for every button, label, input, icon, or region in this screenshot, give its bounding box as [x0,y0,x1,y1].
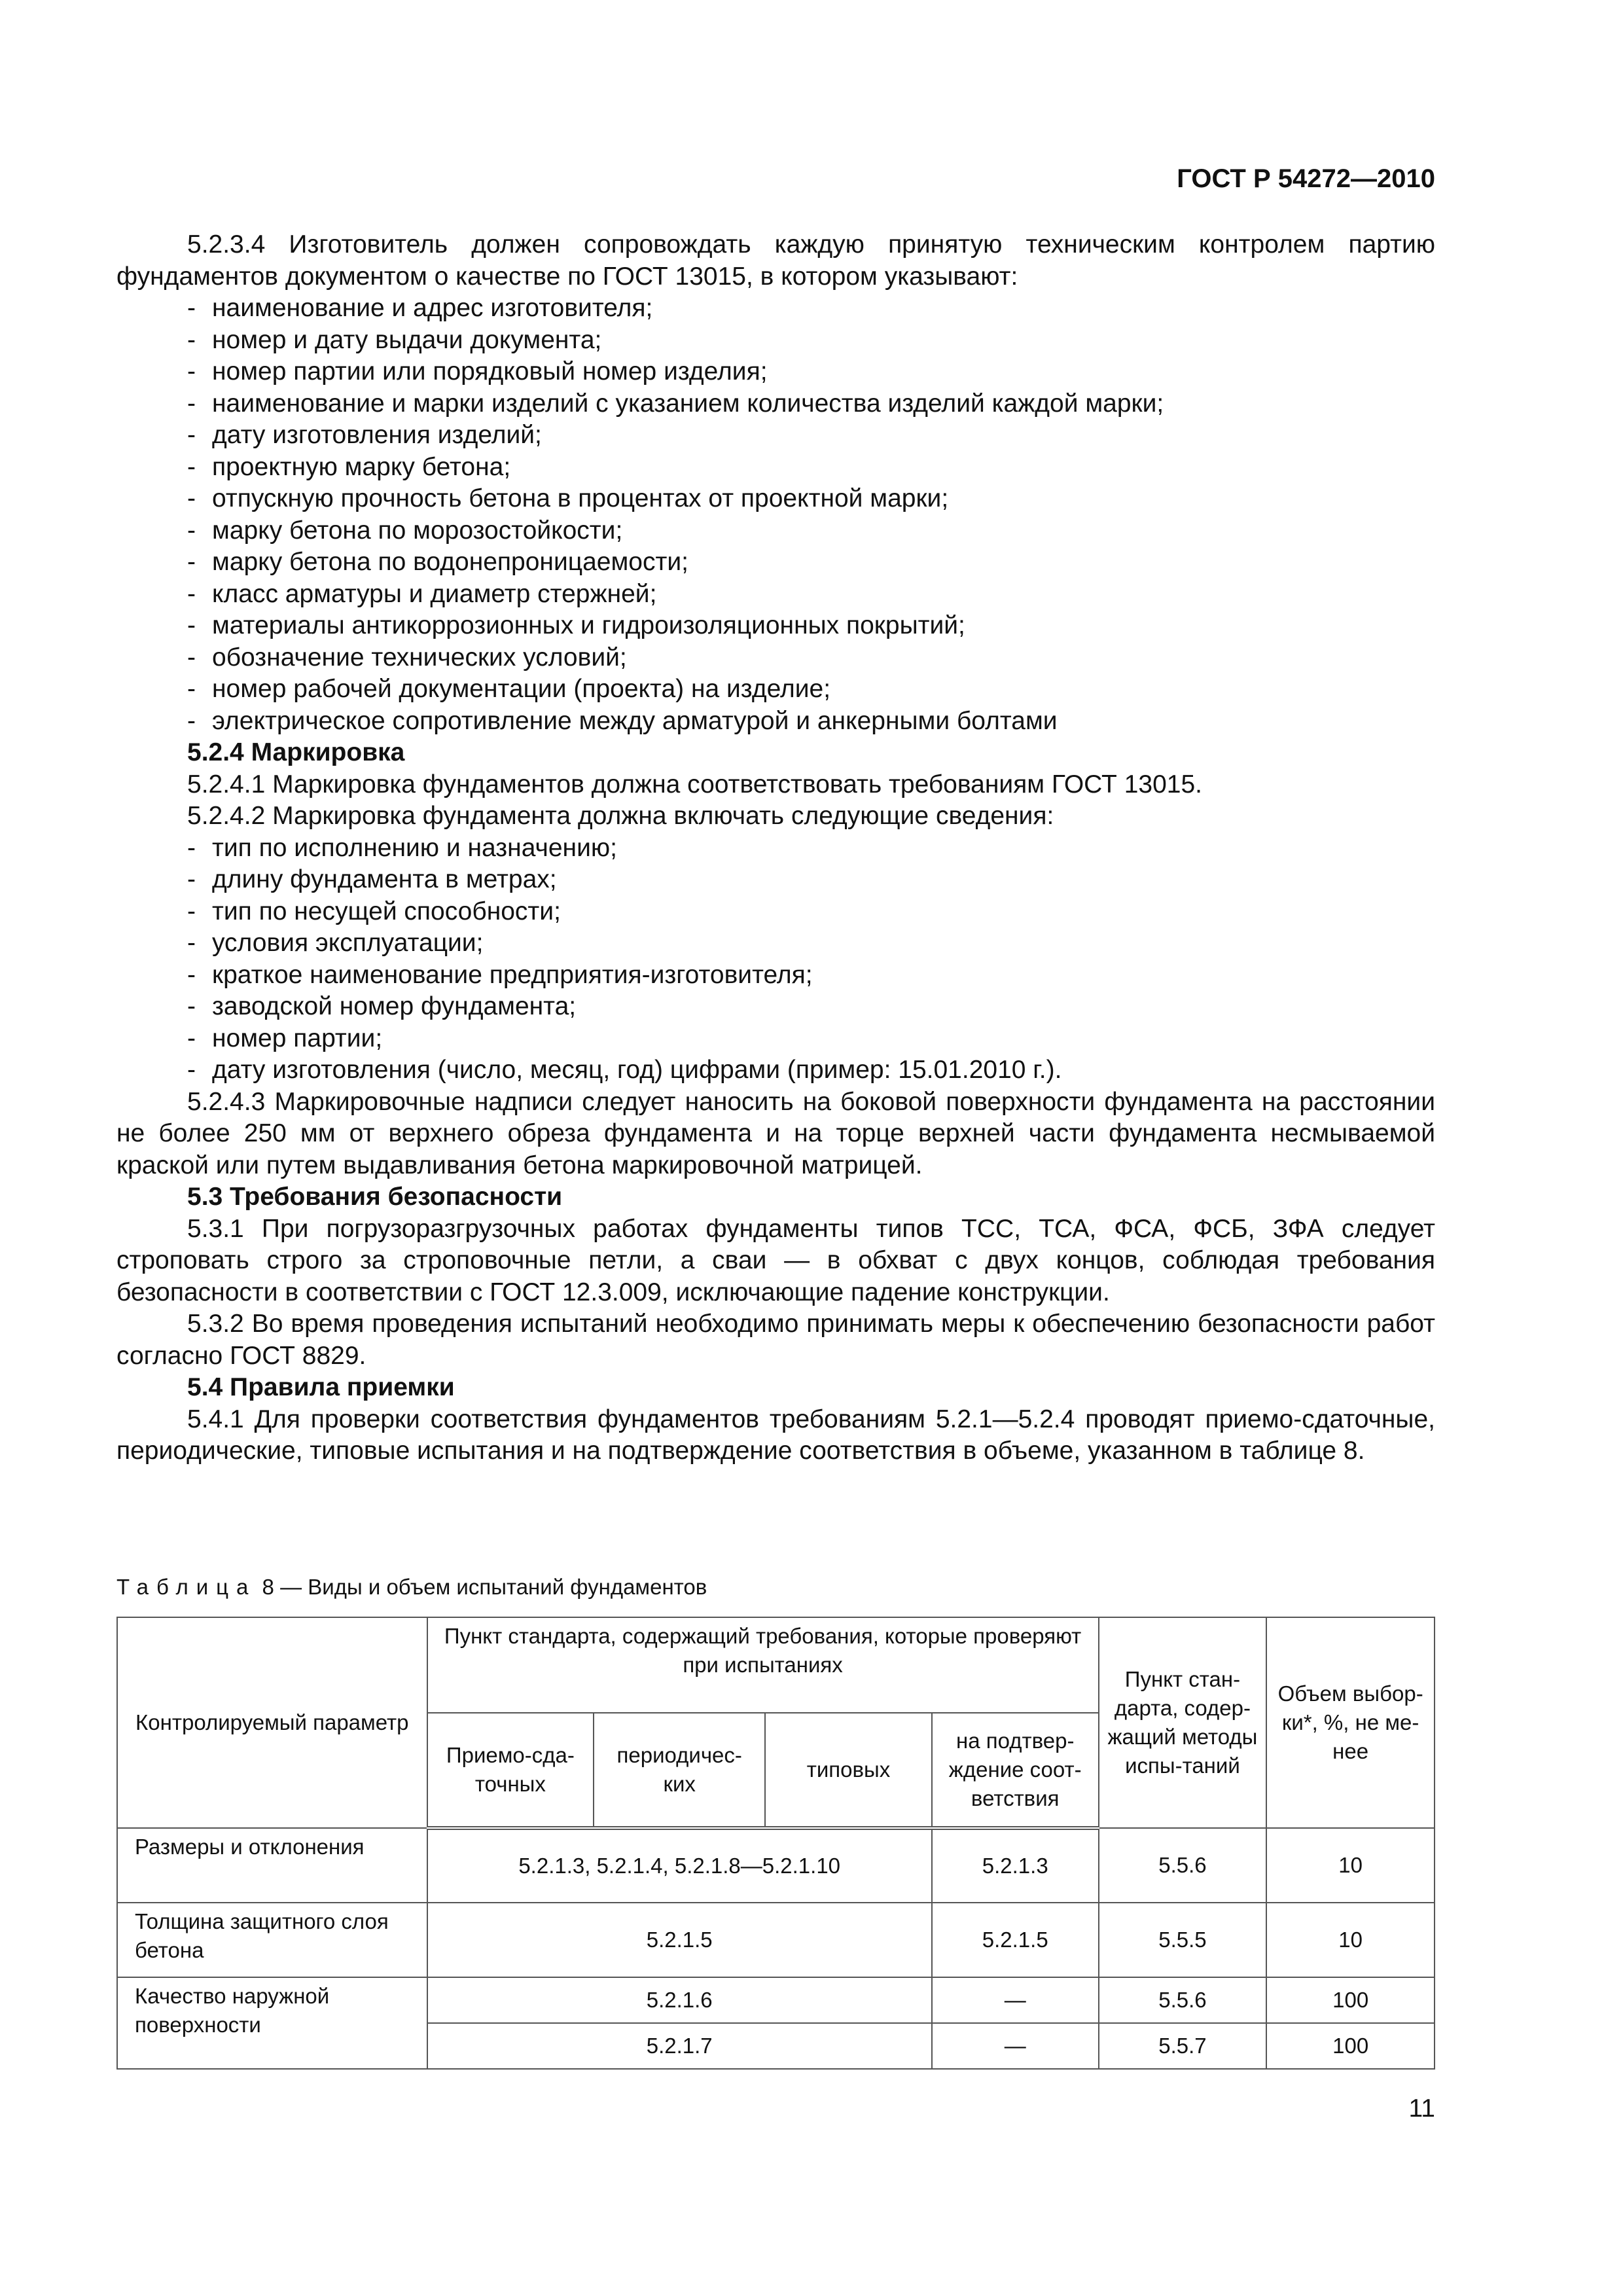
list-item: - электрическое сопротивление между арматурой и анкерными болтами [187,706,1435,738]
list-item: - номер партии; [187,1023,1435,1055]
header-periodic: периодичес-ких [594,1713,765,1828]
document-content-list [116,293,1435,737]
list-item: - краткое наименование предприятия-изготовителя; [187,960,1435,992]
table-row [117,1903,1435,1977]
header-group: Пункт стандарта, содержащий требования, которые проверяют при испытаниях [427,1617,1099,1713]
list-item: - марку бетона по водонепроницаемости; [187,547,1435,579]
table-row [117,1828,1435,1903]
header-typical: типовых [765,1713,932,1828]
cell-conformity: — [932,2023,1099,2069]
cell-conformity: 5.2.1.3 [932,1828,1099,1903]
cell-combined: 5.2.1.5 [427,1903,932,1977]
list-item: - дату изготовления (число, месяц, год) цифрами (пример: 15.01.2010 г.). [187,1054,1435,1086]
list-item: - марку бетона по морозостойкости; [187,515,1435,547]
cell-combined: 5.2.1.3, 5.2.1.4, 5.2.1.8—5.2.1.10 [427,1828,932,1903]
table-caption-word: Таблица [116,1575,257,1599]
table-header-row [117,1617,1435,1713]
cell-combined: 5.2.1.7 [427,2023,932,2069]
cell-sample: 10 [1266,1903,1435,1977]
list-item: - дату изготовления изделий; [187,420,1435,452]
list-item: - класс арматуры и диаметр стержней; [187,579,1435,611]
list-item: - обозначение технических условий; [187,642,1435,674]
cell-param: Качество наружной поверхности [117,1977,427,2069]
page-number: 11 [1408,2094,1435,2123]
cell-param: Размеры и отклонения [117,1828,427,1903]
cell-combined: 5.2.1.6 [427,1977,932,2023]
cell-sample: 10 [1266,1828,1435,1903]
list-item: - номер и дату выдачи документа; [187,325,1435,357]
list-item: - тип по исполнению и назначению; [187,833,1435,865]
header-acceptance: Приемо-сда-точных [427,1713,594,1828]
table-caption [116,1574,707,1600]
list-item: - условия эксплуатации; [187,927,1435,960]
paragraph-5-2-4-2: 5.2.4.2 Маркировка фундамента должна включать следующие сведения: [187,802,1054,830]
header-methods: Пункт стан-дарта, содер-жащий методы испы-таний [1099,1617,1267,1828]
paragraph-5-2-3-4: 5.2.3.4 Изготовитель должен сопровождать каждую принятую техническим контролем партию фундаментов документом о качестве по ГОСТ 13015, в котором указывают: [116,230,1435,291]
tests-table [116,1617,1435,2070]
section-heading-5-2-4: 5.2.4 Маркировка [187,738,405,766]
list-item: - отпускную прочность бетона в процентах от проектной марки; [187,483,1435,515]
cell-methods: 5.5.5 [1099,1903,1267,1977]
list-item: - номер партии или порядковый номер изделия; [187,356,1435,388]
paragraph-5-2-4-3: 5.2.4.3 Маркировочные надписи следует наносить на боковой поверхности фундамента на расстоянии не более 250 мм от верхнего обреза фундамента и на торце верхней части фундамента несмываемой краской или путем выдавливания бетона маркировочной матрицей. [116,1087,1435,1179]
document-code: ГОСТ Р 54272—2010 [1177,164,1435,193]
cell-methods: 5.5.7 [1099,2023,1267,2069]
list-item: - длину фундамента в метрах; [187,864,1435,896]
cell-sample: 100 [1266,1977,1435,2023]
paragraph-5-3-2: 5.3.2 Во время проведения испытаний необходимо принимать меры к обеспечению безопасности работ согласно ГОСТ 8829. [116,1310,1435,1370]
paragraph-5-4-1: 5.4.1 Для проверки соответствия фундаментов требованиям 5.2.1—5.2.4 проводят приемо-сдаточные, периодические, типовые испытания и на подтверждение соответствия в объеме, указанном в таблице 8. [116,1405,1435,1465]
cell-param: Толщина защитного слоя бетона [117,1903,427,1977]
marking-content-list [116,833,1435,1086]
header-conformity: на подтвер-ждение соот-ветствия [932,1713,1099,1828]
list-item: - заводской номер фундамента; [187,991,1435,1023]
list-item: - наименование и адрес изготовителя; [187,293,1435,325]
page-body [116,229,1435,1467]
list-item: - тип по несущей способности; [187,896,1435,928]
cell-methods: 5.5.6 [1099,1977,1267,2023]
paragraph-5-3-1: 5.3.1 При погрузоразгрузочных работах фундаменты типов ТСС, ТСА, ФСА, ФСБ, ЗФА следует строповать строго за строповочные петли, а сваи — в обхват с двух концов, соблюдая требования безопасности в соответствии с ГОСТ 12.3.009, исключающие падение конструкции. [116,1214,1435,1306]
list-item: - проектную марку бетона; [187,452,1435,484]
list-item: - номер рабочей документации (проекта) на изделие; [187,673,1435,706]
cell-methods: 5.5.6 [1099,1828,1267,1903]
header-sample: Объем выбор-ки*, %, не ме-нее [1266,1617,1435,1828]
cell-sample: 100 [1266,2023,1435,2069]
section-heading-5-4: 5.4 Правила приемки [187,1373,455,1401]
table-caption-title: 8 — Виды и объем испытаний фундаментов [256,1575,707,1599]
header-param: Контролируемый параметр [117,1617,427,1828]
list-item: - наименование и марки изделий с указанием количества изделий каждой марки; [187,388,1435,420]
paragraph-5-2-4-1: 5.2.4.1 Маркировка фундаментов должна соответствовать требованиям ГОСТ 13015. [187,770,1202,798]
table-row [117,1977,1435,2023]
section-heading-5-3: 5.3 Требования безопасности [187,1183,563,1211]
list-item: - материалы антикоррозионных и гидроизоляционных покрытий; [187,610,1435,642]
cell-conformity: — [932,1977,1099,2023]
cell-conformity: 5.2.1.5 [932,1903,1099,1977]
